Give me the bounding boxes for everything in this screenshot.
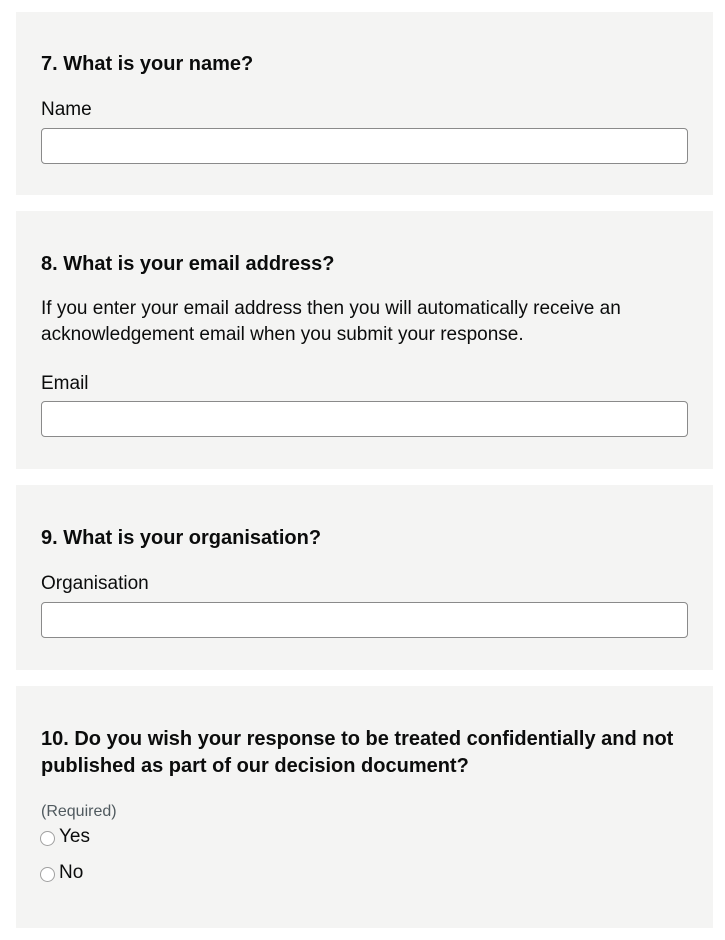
question-title: 9. What is your organisation? <box>41 527 322 549</box>
radio-button-icon[interactable] <box>40 831 55 846</box>
radio-button-icon[interactable] <box>40 867 55 882</box>
email-input[interactable] <box>41 401 688 437</box>
question-name-panel <box>16 12 713 195</box>
required-indicator: (Required) <box>41 803 117 820</box>
name-field-label: Name <box>41 99 92 120</box>
radio-option-no[interactable] <box>40 861 83 885</box>
radio-option-yes[interactable] <box>40 825 90 849</box>
question-confidential-panel <box>16 686 713 928</box>
question-organisation-panel <box>16 485 713 670</box>
radio-label-yes: Yes <box>59 826 90 847</box>
question-title: 7. What is your name? <box>41 53 254 75</box>
question-title: 10. Do you wish your response to be treated confidentially and not published as part of our decision document? <box>41 728 674 777</box>
email-field-label: Email <box>41 373 89 394</box>
radio-label-no: No <box>59 862 84 883</box>
name-input[interactable] <box>41 128 688 164</box>
organisation-field-label: Organisation <box>41 573 149 594</box>
question-title: 8. What is your email address? <box>41 253 335 275</box>
organisation-input[interactable] <box>41 602 688 638</box>
question-email-panel <box>16 211 713 469</box>
email-hint-text: If you enter your email address then you will automatically receive an acknowledgement email when you submit your response. <box>41 298 621 345</box>
